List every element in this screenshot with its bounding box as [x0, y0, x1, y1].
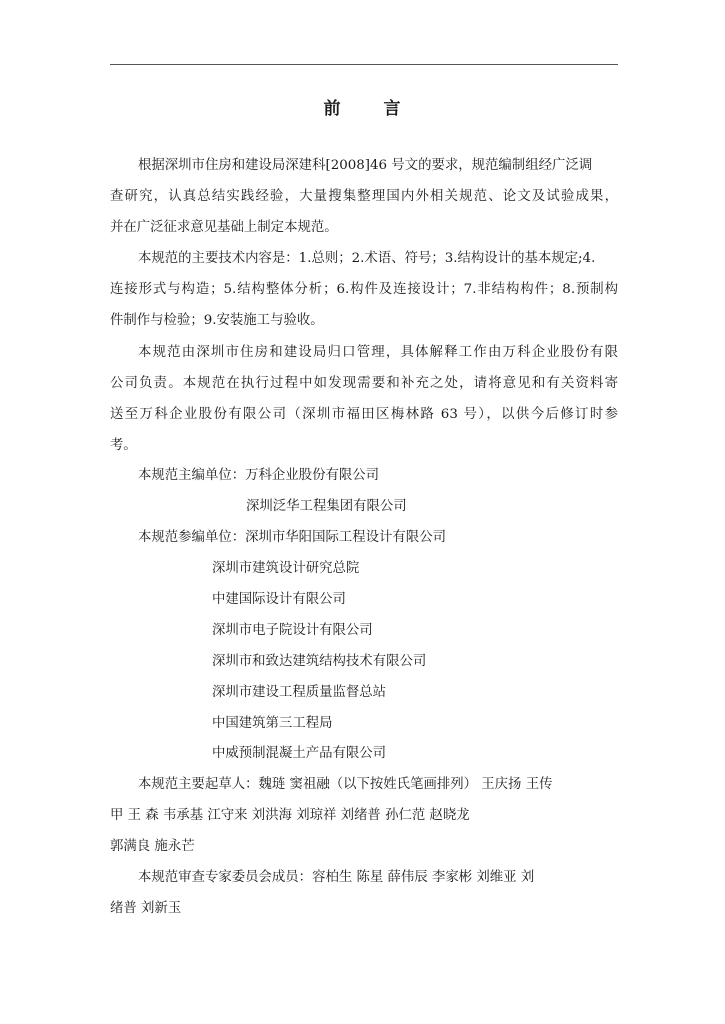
- drafters-line-3: 郭满良 施永芒: [110, 839, 195, 854]
- co-editor-unit-3: 中建国际设计有限公司: [212, 592, 346, 607]
- page-title: [0, 94, 725, 119]
- text-line-5: 连接形式与构造；5.结构整体分析；6.构件及连接设计；7.非结构构件；8.预制构: [110, 282, 618, 297]
- co-editor-unit-6: 深圳市建设工程质量监督总站: [212, 685, 387, 700]
- text-line-9: 送至万科企业股份有限公司（深圳市福田区梅林路 63 号），以供今后修订时参: [110, 407, 618, 422]
- header-rule: [110, 64, 618, 65]
- co-editor-unit-7: 中国建筑第三工程局: [212, 716, 333, 731]
- reviewers-line-1: 本规范审查专家委员会成员：容柏生 陈星 薛伟辰 李家彬 刘维亚 刘: [138, 870, 535, 885]
- reviewers-line-2: 绪普 刘新玉: [110, 901, 182, 916]
- co-editor-line: 本规范参编单位：深圳市华阳国际工程设计有限公司: [138, 530, 446, 545]
- text-line-4: 本规范的主要技术内容是：1.总则；2.术语、符号；3.结构设计的基本规定;4.: [138, 251, 596, 266]
- drafters-line-1: 本规范主要起草人：魏琏 窦祖融（以下按姓氏笔画排列） 王庆扬 王传: [138, 777, 553, 792]
- text-line-6: 件制作与检验；9.安装施工与验收。: [110, 313, 324, 328]
- chief-editor-unit-2: 深圳泛华工程集团有限公司: [246, 499, 407, 514]
- text-line-7: 本规范由深圳市住房和建设局归口管理，具体解释工作由万科企业股份有限: [138, 345, 618, 360]
- text-line-8: 公司负责。本规范在执行过程中如发现需要和补充之处，请将意见和有关资料寄: [110, 376, 618, 391]
- title-char-2: 言: [383, 99, 402, 119]
- co-editor-unit-8: 中威预制混凝土产品有限公司: [212, 746, 387, 761]
- drafters-line-2: 甲 王 森 韦承基 江守来 刘洪海 刘琼祥 刘绪普 孙仁范 赵晓龙: [110, 808, 470, 823]
- co-editor-unit-4: 深圳市电子院设计有限公司: [212, 623, 373, 638]
- text-line-3: 并在广泛征求意见基础上制定本规范。: [110, 220, 338, 235]
- text-line-2: 查研究，认真总结实践经验，大量搜集整理国内外相关规范、论文及试验成果，: [110, 189, 618, 204]
- text-line-10: 考。: [110, 438, 137, 453]
- co-editor-unit-5: 深圳市和致达建筑结构技术有限公司: [212, 654, 427, 669]
- co-editor-unit-2: 深圳市建筑设计研究总院: [212, 561, 360, 576]
- text-line-1: 根据深圳市住房和建设局深建科[2008]46 号文的要求，规范编制组经广泛调: [138, 158, 593, 173]
- chief-editor-line: 本规范主编单位：万科企业股份有限公司: [138, 468, 380, 483]
- title-char-1: 前: [323, 99, 342, 119]
